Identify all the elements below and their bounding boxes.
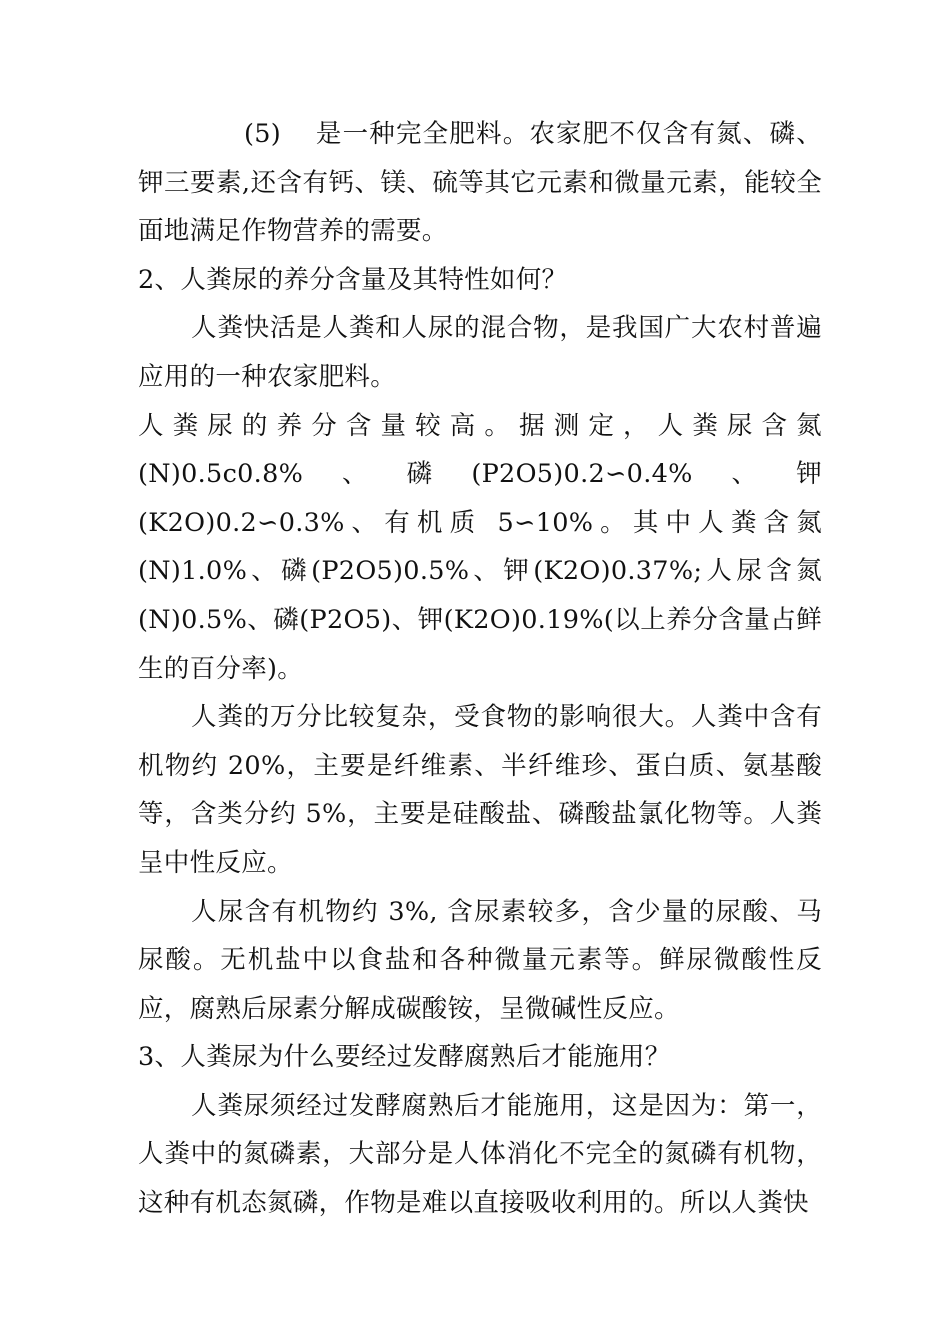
paragraph-nutrient-content: 人粪尿的养分含量较高。据测定，人粪尿含氮(N)0.5c0.8%、磷(P2O5)0.2∽0.4%、钾(K2O)0.2∽0.3%、有机质 5∽10%。其中人粪含氮(N)1.0%、磷(P2O5)0.5%、钾(K2O)0.37%;人尿含氮(N)0.5%、磷(P2O5)、钾(K2O)0.19%(以上养分含量占鲜生的百分率)。 <box>138 410 822 684</box>
section-heading-2: 2、人粪尿的养分含量及其特性如何？ <box>138 264 568 295</box>
paragraph-urine-composition: 人尿含有机物约 3%, 含尿素较多，含少量的尿酸、马尿酸。无机盐中以食盐和各种微量元素等。鲜尿微酸性反应，腐熟后尿素分解成碳酸铵，呈微碱性反应。 <box>138 896 822 1024</box>
paragraph-feces-composition: 人粪的万分比较复杂，受食物的影响很大。人粪中含有机物约 20%，主要是纤维素、半纤维珍、蛋白质、氨基酸等，含类分约 5%，主要是硅酸盐、磷酸盐氯化物等。人粪呈中性反应。 <box>138 702 822 878</box>
paragraph-fermentation-reason: 人粪尿须经过发酵腐熟后才能施用，这是因为：第一，人粪中的氮磷素，大部分是人体消化不完全的氮磷有机物，这种有机态氮磷，作物是难以直接吸收利用的。所以人粪快 <box>138 1090 822 1219</box>
paragraph-5-complete-fertilizer <box>138 110 822 256</box>
section-heading-3: 3、人粪尿为什么要经过发酵腐熟后才能施用？ <box>138 1042 671 1073</box>
paragraph-text: 是一种完全肥料。农家肥不仅含有氮、磷、钾三要素,还含有钙、镁、硫等其它元素和微量元素，能较全面地满足作物营养的需要。 <box>138 119 822 247</box>
paragraph-definition: 人粪快活是人粪和人尿的混合物，是我国广大农村普遍应用的一种农家肥料。 <box>138 313 822 392</box>
item-number: (5) <box>244 119 282 149</box>
